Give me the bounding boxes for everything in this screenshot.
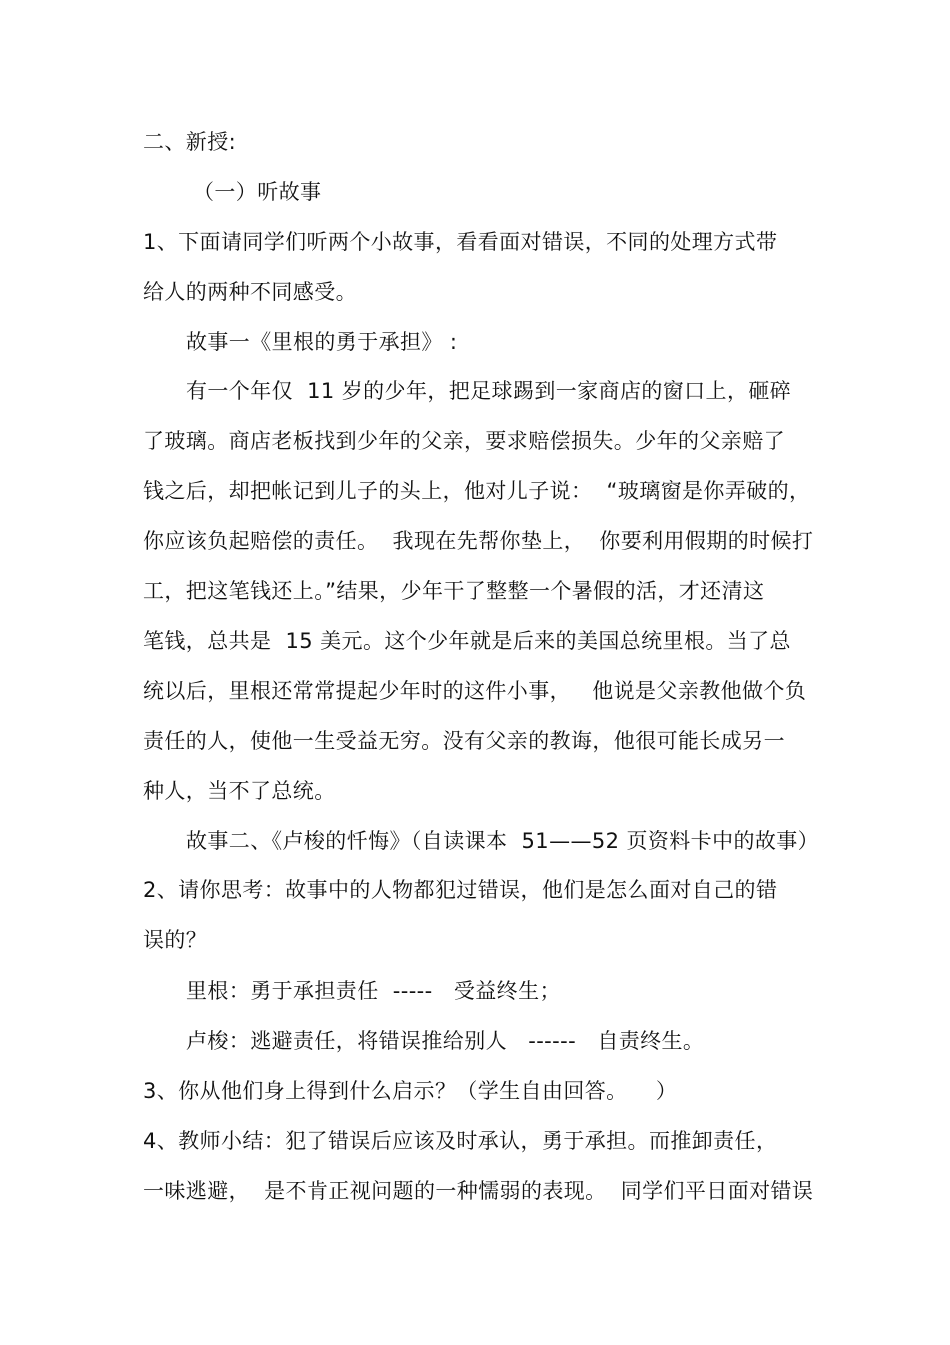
- paragraph-line: 你应该负起赔偿的责任。 我现在先帮你垫上， 你要利用假期的时候打: [143, 529, 814, 553]
- paragraph-line: 工，把这笔钱还上。”结果，少年干了整整一个暑假的活，才还清这: [143, 579, 765, 603]
- story-title: 故事一《里根的勇于承担》 :: [186, 330, 458, 354]
- paragraph-line: 了玻璃。商店老板找到少年的父亲，要求赔偿损失。少年的父亲赔了: [143, 429, 785, 453]
- paragraph-line: 2、请你思考：故事中的人物都犯过错误，他们是怎么面对自己的错: [143, 878, 778, 902]
- paragraph-line: 钱之后，却把帐记到儿子的头上，他对儿子说： “玻璃窗是你弄破的，: [143, 479, 811, 503]
- paragraph-line: 3、你从他们身上得到什么启示？（学生自由回答。 ）: [143, 1079, 678, 1103]
- story-title: 故事二、《卢梭的忏悔》（自读课本 51——52 页资料卡中的故事）: [186, 829, 820, 853]
- paragraph-line: 有一个年仅 11 岁的少年，把足球踢到一家商店的窗口上，砸碎: [186, 379, 792, 403]
- paragraph-line: 给人的两种不同感受。: [143, 280, 357, 304]
- section-heading: 二、新授:: [143, 130, 237, 154]
- paragraph-line: 误的？: [143, 928, 208, 952]
- paragraph-line: 种人，当不了总统。: [143, 779, 336, 803]
- paragraph-line: 责任的人，使他一生受益无穷。没有父亲的教诲，他很可能长成另一: [143, 729, 785, 753]
- paragraph-line: 一味逃避， 是不肯正视问题的一种懦弱的表现。 同学们平日面对错误: [143, 1179, 814, 1203]
- paragraph-line: 笔钱，总共是 15 美元。这个少年就是后来的美国总统里根。当了总: [143, 629, 791, 653]
- comparison-line: 卢梭：逃避责任，将错误推给别人 ------ 自责终生。: [186, 1029, 705, 1053]
- paragraph-line: 4、教师小结：犯了错误后应该及时承认，勇于承担。而推卸责任，: [143, 1129, 778, 1153]
- paragraph-line: 统以后，里根还常常提起少年时的这件小事， 他说是父亲教他做个负: [143, 679, 807, 703]
- paragraph-line: 1、下面请同学们听两个小故事，看看面对错误，不同的处理方式带: [143, 230, 778, 254]
- subsection-heading: （一）听故事: [193, 180, 322, 204]
- comparison-line: 里根：勇于承担责任 ----- 受益终生；: [186, 979, 561, 1003]
